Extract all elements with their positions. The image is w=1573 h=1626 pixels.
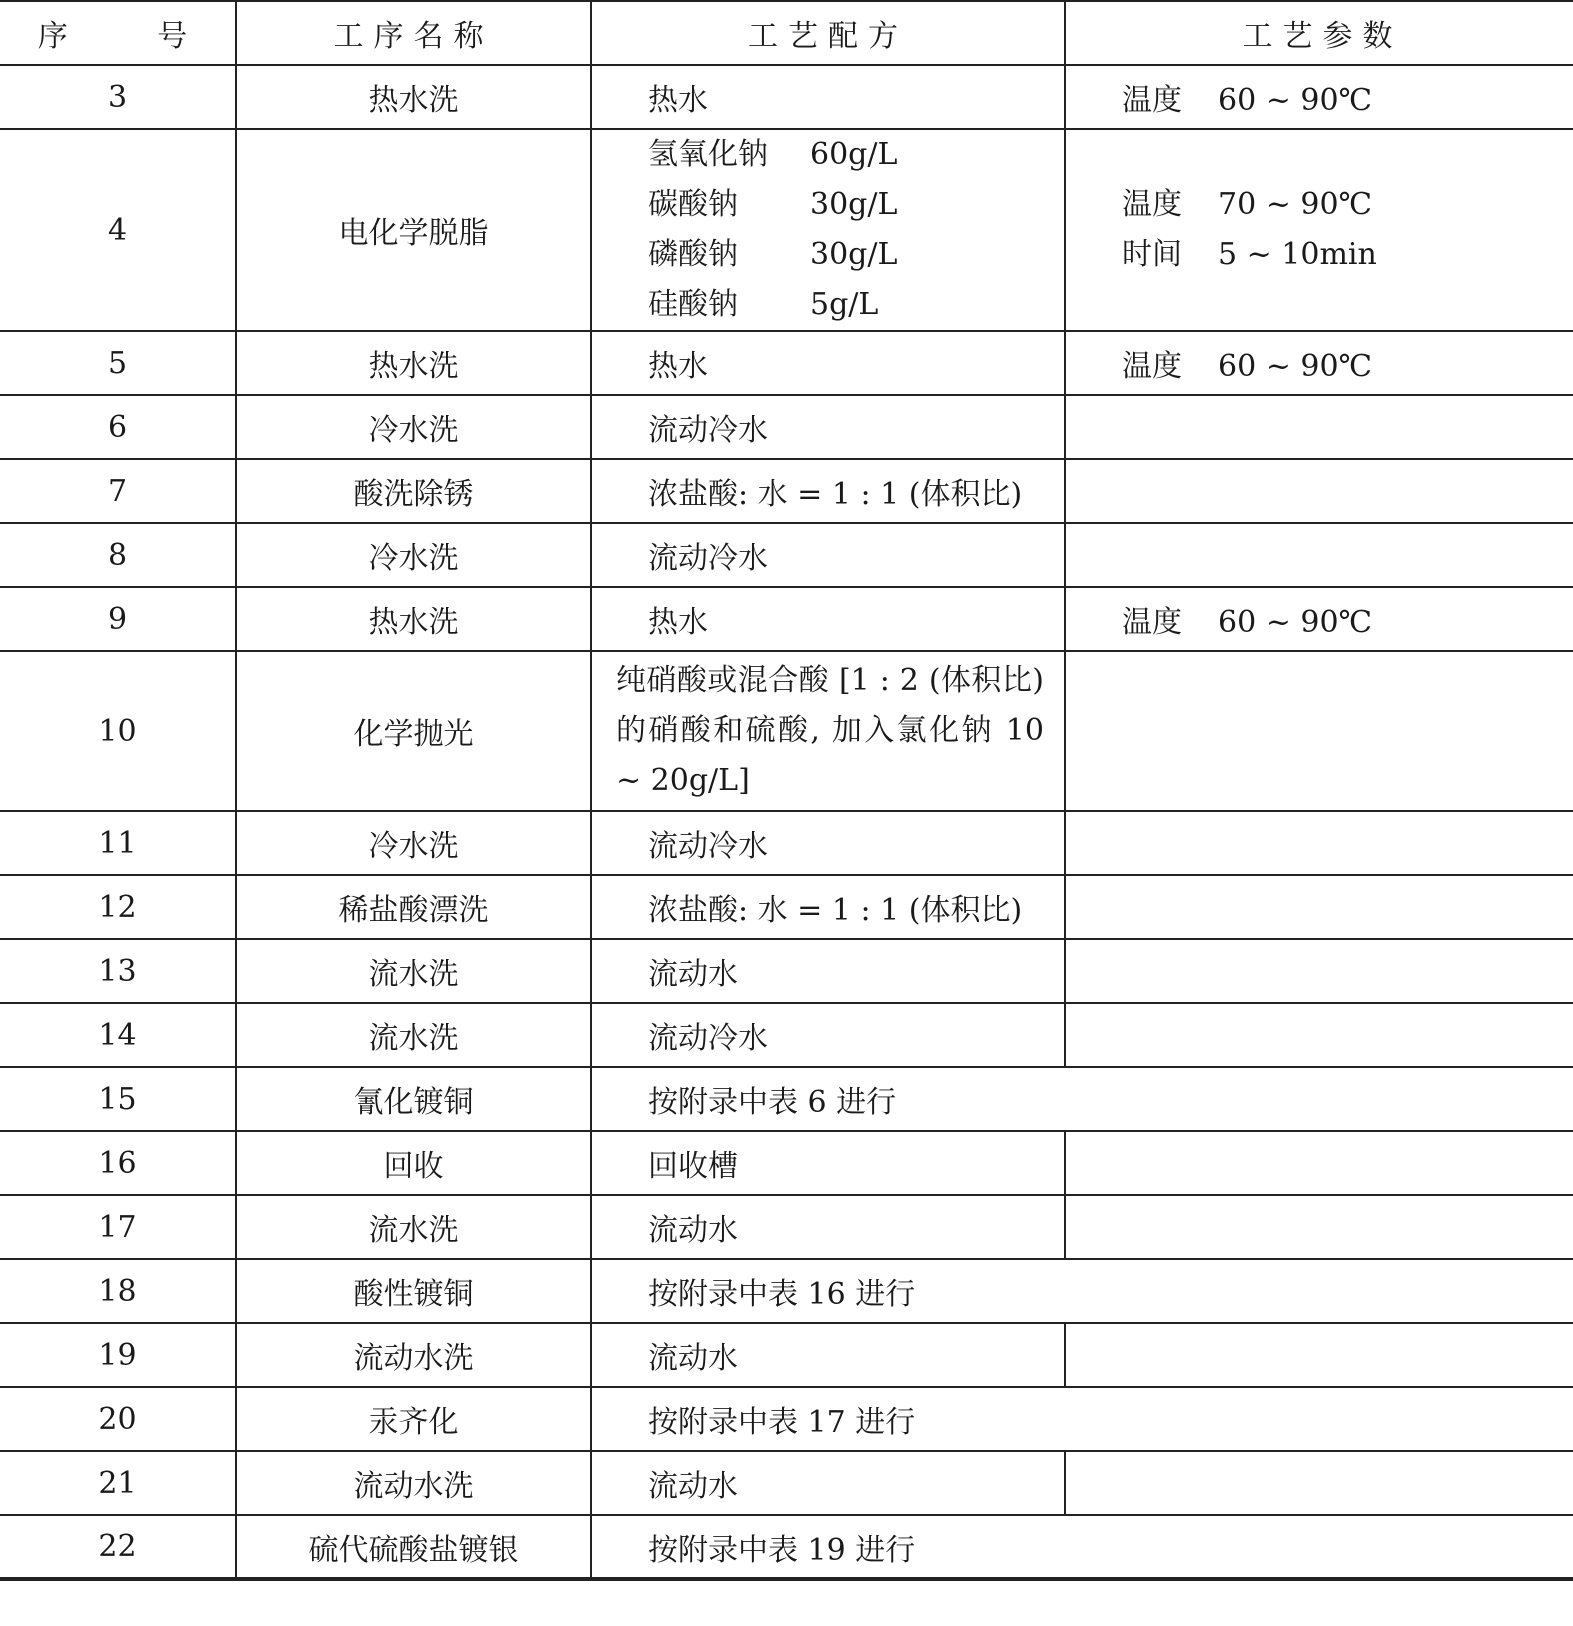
- process-params: [1065, 1451, 1573, 1515]
- process-params: [1065, 1195, 1573, 1259]
- table-row: [0, 651, 1573, 811]
- process-name: 冷水洗: [236, 523, 591, 587]
- process-params: [1065, 523, 1573, 587]
- param-label: 时间: [1122, 237, 1182, 272]
- process-formula: [591, 129, 1065, 331]
- process-params: [1065, 587, 1573, 651]
- process-params: [1065, 331, 1573, 395]
- param-value: 60 ~ 90℃: [1218, 605, 1373, 640]
- process-name: 汞齐化: [236, 1387, 591, 1451]
- row-number: 10: [0, 651, 236, 811]
- process-formula: 流动水: [591, 939, 1065, 1003]
- process-name: 化学抛光: [236, 651, 591, 811]
- chem-amount: 30g/L: [810, 237, 898, 272]
- process-name: 酸洗除锈: [236, 459, 591, 523]
- param-label: 温度: [1122, 349, 1182, 384]
- table-row: [0, 875, 1573, 939]
- chem-name: 碳酸钠: [648, 187, 738, 222]
- chem-amount: 60g/L: [810, 137, 898, 172]
- process-formula: 热水: [591, 331, 1065, 395]
- process-formula: 热水: [591, 65, 1065, 129]
- row-number: 22: [0, 1515, 236, 1579]
- chem-name: 氢氧化钠: [648, 137, 768, 172]
- row-number: 21: [0, 1451, 236, 1515]
- process-params: [1065, 1003, 1573, 1067]
- formula-line: [648, 280, 1064, 330]
- process-name: 热水洗: [236, 65, 591, 129]
- table-row: [0, 811, 1573, 875]
- table-row: [0, 1003, 1573, 1067]
- process-formula: 浓盐酸: 水 = 1 : 1 (体积比): [591, 459, 1065, 523]
- process-params: [1065, 651, 1573, 811]
- process-formula: 流动冷水: [591, 395, 1065, 459]
- process-params: [1065, 939, 1573, 1003]
- table-row: [0, 1387, 1573, 1451]
- row-number: 7: [0, 459, 236, 523]
- table-row: [0, 939, 1573, 1003]
- process-name: 热水洗: [236, 331, 591, 395]
- process-name: 硫代硫酸盐镀银: [236, 1515, 591, 1579]
- row-number: 12: [0, 875, 236, 939]
- param-value: 5 ~ 10min: [1218, 237, 1377, 272]
- param-line: [1122, 230, 1573, 280]
- process-name: 流水洗: [236, 1195, 591, 1259]
- row-number: 14: [0, 1003, 236, 1067]
- process-formula: 回收槽: [591, 1131, 1065, 1195]
- row-number: 20: [0, 1387, 236, 1451]
- table-row: [0, 1195, 1573, 1259]
- process-name: 电化学脱脂: [236, 129, 591, 331]
- process-name: 流水洗: [236, 939, 591, 1003]
- process-name: 冷水洗: [236, 395, 591, 459]
- header-formula: 工艺配方: [591, 1, 1065, 65]
- table-row: [0, 1451, 1573, 1515]
- chem-amount: 30g/L: [810, 187, 898, 222]
- row-number: 5: [0, 331, 236, 395]
- table-row: [0, 129, 1573, 331]
- param-label: 温度: [1122, 605, 1182, 640]
- chem-name: 磷酸钠: [648, 237, 738, 272]
- process-params: [1065, 65, 1573, 129]
- process-formula: 流动水: [591, 1323, 1065, 1387]
- process-name: 稀盐酸漂洗: [236, 875, 591, 939]
- formula-line: [648, 180, 1064, 230]
- process-params: [1065, 1323, 1573, 1387]
- process-name: 流动水洗: [236, 1323, 591, 1387]
- process-params: [1065, 811, 1573, 875]
- row-number: 16: [0, 1131, 236, 1195]
- process-formula: 流动水: [591, 1195, 1065, 1259]
- table-row: [0, 587, 1573, 651]
- process-params: [1065, 129, 1573, 331]
- table-row: [0, 1067, 1573, 1131]
- process-formula: 流动冷水: [591, 523, 1065, 587]
- param-value: 60 ~ 90℃: [1218, 83, 1373, 118]
- param-line: [1122, 180, 1573, 230]
- process-formula: 流动冷水: [591, 811, 1065, 875]
- row-number: 8: [0, 523, 236, 587]
- process-name: 热水洗: [236, 587, 591, 651]
- table-row: [0, 523, 1573, 587]
- process-formula: 按附录中表 16 进行: [591, 1259, 1573, 1323]
- table-row: [0, 395, 1573, 459]
- process-formula: 按附录中表 19 进行: [591, 1515, 1573, 1579]
- process-formula: 按附录中表 17 进行: [591, 1387, 1573, 1451]
- header-process-name: 工序名称: [236, 1, 591, 65]
- process-formula: 浓盐酸: 水 = 1 : 1 (体积比): [591, 875, 1065, 939]
- process-name: 流水洗: [236, 1003, 591, 1067]
- header-params: 工艺参数: [1065, 1, 1573, 65]
- process-formula: 流动冷水: [591, 1003, 1065, 1067]
- table-row: [0, 331, 1573, 395]
- row-number: 15: [0, 1067, 236, 1131]
- process-formula: 流动水: [591, 1451, 1065, 1515]
- header-seq: 序 号: [0, 1, 236, 65]
- param-label: 温度: [1122, 187, 1182, 222]
- row-number: 4: [0, 129, 236, 331]
- process-formula: 纯硝酸或混合酸 [1 : 2 (体积比) 的硝酸和硫酸, 加入氯化钠 10 ~ 20g/L]: [591, 651, 1065, 811]
- process-params: [1065, 1131, 1573, 1195]
- formula-line: [648, 230, 1064, 280]
- chem-name: 硅酸钠: [648, 287, 738, 322]
- table-row: [0, 65, 1573, 129]
- row-number: 19: [0, 1323, 236, 1387]
- param-label: 温度: [1122, 83, 1182, 118]
- process-name: 冷水洗: [236, 811, 591, 875]
- process-name: 酸性镀铜: [236, 1259, 591, 1323]
- table-header-row: [0, 1, 1573, 65]
- chem-amount: 5g/L: [810, 287, 879, 322]
- table-row: [0, 1259, 1573, 1323]
- row-number: 9: [0, 587, 236, 651]
- process-formula: 按附录中表 6 进行: [591, 1067, 1573, 1131]
- row-number: 13: [0, 939, 236, 1003]
- process-params: [1065, 459, 1573, 523]
- row-number: 18: [0, 1259, 236, 1323]
- table-row: [0, 1323, 1573, 1387]
- row-number: 6: [0, 395, 236, 459]
- row-number: 3: [0, 65, 236, 129]
- process-params: [1065, 875, 1573, 939]
- formula-line: [648, 130, 1064, 180]
- process-name: 流动水洗: [236, 1451, 591, 1515]
- row-number: 17: [0, 1195, 236, 1259]
- process-params: [1065, 395, 1573, 459]
- row-number: 11: [0, 811, 236, 875]
- param-value: 70 ~ 90℃: [1218, 187, 1373, 222]
- process-name: 回收: [236, 1131, 591, 1195]
- process-name: 氰化镀铜: [236, 1067, 591, 1131]
- table-row: [0, 459, 1573, 523]
- table-row: [0, 1131, 1573, 1195]
- table-row: [0, 1515, 1573, 1579]
- param-value: 60 ~ 90℃: [1218, 349, 1373, 384]
- process-formula: 热水: [591, 587, 1065, 651]
